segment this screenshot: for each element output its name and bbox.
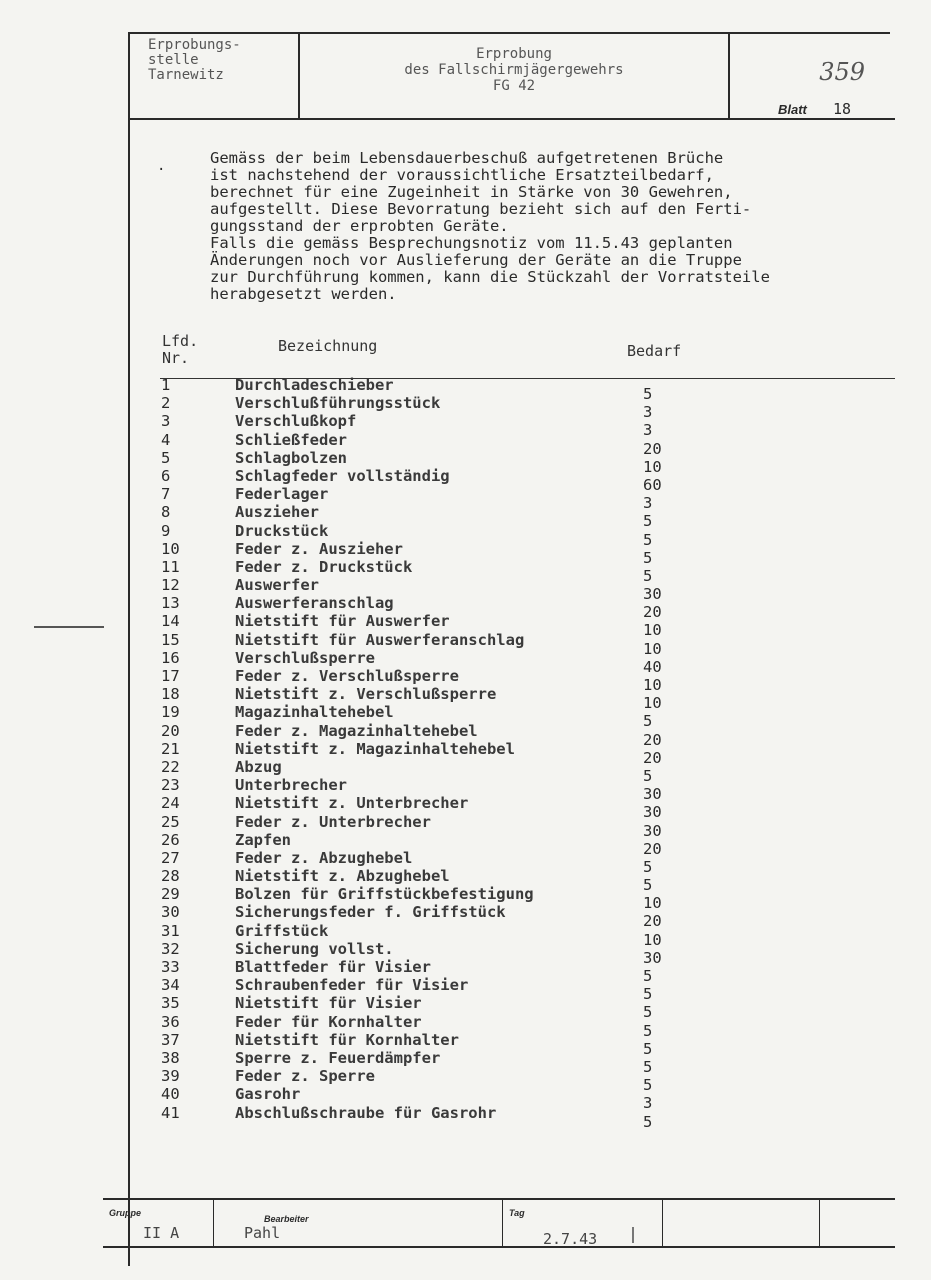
row-bedarf: 5 — [643, 1003, 653, 1022]
row-bezeichnung: Nietstift für Visier — [235, 994, 422, 1013]
row-bezeichnung: Nietstift z. Verschlußsperre — [235, 685, 497, 704]
row-bedarf: 10 — [643, 894, 662, 913]
row-bezeichnung: Nietstift z. Abzughebel — [235, 867, 450, 886]
row-nr: 28 — [161, 867, 180, 886]
gruppe-label: Gruppe — [109, 1208, 142, 1218]
table-row — [155, 958, 715, 985]
table-row — [155, 376, 715, 403]
row-nr: 38 — [161, 1048, 180, 1067]
row-bezeichnung: Feder z. Magazinhaltehebel — [235, 721, 478, 740]
row-nr: 11 — [161, 557, 180, 576]
row-nr: 27 — [161, 848, 180, 867]
footer-empty-cell — [663, 1200, 820, 1246]
org-line: Erprobungs- — [148, 37, 241, 53]
row-bezeichnung: Abschlußschraube für Gasrohr — [235, 1103, 497, 1122]
row-bezeichnung: Schlagfeder vollständig — [235, 466, 450, 485]
title-line: Erprobung — [476, 46, 552, 62]
row-nr: 24 — [161, 794, 180, 813]
row-bedarf: 5 — [643, 766, 653, 785]
row-bezeichnung: Gasrohr — [235, 1085, 301, 1104]
row-bedarf: 5 — [643, 1112, 653, 1131]
row-nr: 2 — [161, 394, 171, 413]
row-nr: 10 — [161, 539, 180, 558]
row-nr: 5 — [161, 448, 171, 467]
row-nr: 39 — [161, 1067, 180, 1086]
row-bezeichnung: Magazinhaltehebel — [235, 703, 394, 722]
row-bezeichnung: Auswerferanschlag — [235, 594, 394, 613]
row-bedarf: 30 — [643, 803, 662, 822]
row-bedarf: 5 — [643, 876, 653, 895]
row-bedarf: 5 — [643, 1057, 653, 1076]
row-bedarf: 3 — [643, 494, 653, 513]
row-nr: 13 — [161, 594, 180, 613]
row-bedarf: 5 — [643, 1039, 653, 1058]
row-bezeichnung: Auszieher — [235, 503, 319, 522]
row-bezeichnung: Nietstift für Kornhalter — [235, 1030, 459, 1049]
blatt-label: Blatt — [778, 102, 807, 117]
row-nr: 18 — [161, 685, 180, 704]
row-bezeichnung: Feder z. Abzughebel — [235, 848, 413, 867]
table-row — [155, 1048, 715, 1076]
footer-tick-mark — [632, 1227, 634, 1243]
parts-table — [155, 376, 715, 1131]
row-bedarf: 3 — [643, 421, 653, 440]
row-nr: 17 — [161, 667, 180, 685]
row-bezeichnung: Federlager — [235, 485, 329, 504]
gruppe-value: II A — [143, 1224, 180, 1242]
bearbeiter-value: Pahl — [244, 1224, 281, 1242]
row-bezeichnung: Durchladeschieber — [235, 376, 394, 394]
row-nr: 16 — [161, 648, 180, 667]
row-bezeichnung: Unterbrecher — [235, 776, 347, 795]
row-bezeichnung: Abzug — [235, 757, 282, 776]
row-bedarf: 5 — [643, 857, 653, 876]
table-row — [155, 557, 715, 585]
row-nr: 22 — [161, 757, 180, 776]
row-bezeichnung: Verschlußsperre — [235, 648, 375, 667]
blatt-value: 18 — [833, 100, 852, 118]
row-bezeichnung: Sperre z. Feuerdämpfer — [235, 1048, 441, 1067]
margin-mark — [34, 626, 104, 628]
row-bedarf: 5 — [643, 548, 653, 567]
row-nr: 36 — [161, 1012, 180, 1031]
row-bedarf: 3 — [643, 1094, 653, 1113]
row-bedarf: 5 — [643, 712, 653, 731]
row-bedarf: 10 — [643, 639, 662, 658]
row-nr: 32 — [161, 939, 180, 958]
row-bezeichnung: Feder z. Sperre — [235, 1067, 375, 1086]
row-bezeichnung: Feder z. Auszieher — [235, 539, 403, 558]
row-bezeichnung: Nietstift z. Unterbrecher — [235, 794, 469, 813]
intro-bullet: . — [157, 158, 166, 174]
header-page-info — [730, 34, 895, 120]
row-bezeichnung: Sicherungsfeder f. Griffstück — [235, 903, 506, 922]
row-nr: 29 — [161, 885, 180, 904]
page-number: 359 — [819, 58, 865, 86]
row-bezeichnung: Feder für Kornhalter — [235, 1012, 422, 1031]
row-bedarf: 40 — [643, 657, 662, 676]
row-bezeichnung: Schlagbolzen — [235, 448, 347, 467]
row-bedarf: 10 — [643, 676, 662, 694]
row-nr: 37 — [161, 1030, 180, 1049]
row-bedarf: 10 — [643, 621, 662, 640]
row-nr: 40 — [161, 1085, 180, 1104]
tag-label: Tag — [509, 1208, 525, 1218]
row-bedarf: 5 — [643, 1021, 653, 1040]
row-bedarf: 10 — [643, 694, 662, 713]
row-bedarf: 3 — [643, 403, 653, 422]
row-bedarf: 5 — [643, 385, 653, 403]
row-nr: 1 — [161, 376, 171, 394]
row-nr: 21 — [161, 739, 180, 758]
footer-bearbeiter — [214, 1200, 503, 1246]
row-bedarf: 20 — [643, 439, 662, 458]
row-bedarf: 5 — [643, 985, 653, 1004]
row-nr: 14 — [161, 612, 180, 631]
column-header-bedarf: Bedarf — [627, 342, 682, 360]
row-bedarf: 30 — [643, 821, 662, 840]
row-bezeichnung: Blattfeder für Visier — [235, 958, 431, 976]
row-nr: 12 — [161, 576, 180, 595]
row-bezeichnung: Auswerfer — [235, 576, 319, 595]
title-line: des Fallschirmjägergewehrs — [404, 62, 624, 78]
row-nr: 6 — [161, 466, 171, 485]
row-bezeichnung: Nietstift z. Magazinhaltehebel — [235, 739, 515, 758]
row-bedarf: 5 — [643, 967, 653, 985]
row-nr: 41 — [161, 1103, 180, 1122]
row-bezeichnung: Druckstück — [235, 521, 329, 540]
row-bezeichnung: Sicherung vollst. — [235, 939, 394, 958]
row-nr: 4 — [161, 430, 171, 449]
row-nr: 23 — [161, 776, 180, 795]
row-bezeichnung: Zapfen — [235, 830, 291, 849]
tag-value: 2.7.43 — [543, 1230, 598, 1248]
row-nr: 33 — [161, 958, 180, 976]
row-nr: 25 — [161, 812, 180, 831]
row-bezeichnung: Nietstift für Auswerfer — [235, 612, 450, 631]
row-bedarf: 60 — [643, 475, 662, 494]
row-bedarf: 5 — [643, 566, 653, 585]
column-header-bezeichnung: Bezeichnung — [278, 337, 378, 355]
row-bezeichnung: Feder z. Druckstück — [235, 557, 413, 576]
row-bedarf: 20 — [643, 748, 662, 767]
table-row — [155, 667, 715, 694]
org-line: Tarnewitz — [148, 67, 224, 83]
row-bedarf: 20 — [643, 730, 662, 749]
row-nr: 3 — [161, 412, 171, 431]
row-nr: 30 — [161, 903, 180, 922]
row-bezeichnung: Verschlußkopf — [235, 412, 357, 431]
bearbeiter-label: Bearbeiter — [264, 1214, 309, 1224]
row-bedarf: 20 — [643, 912, 662, 931]
header-organization — [130, 34, 300, 120]
row-nr: 15 — [161, 630, 180, 649]
title-line: FG 42 — [492, 78, 536, 94]
row-bedarf: 30 — [643, 785, 662, 804]
row-nr: 26 — [161, 830, 180, 849]
row-bedarf: 10 — [643, 457, 662, 476]
row-bezeichnung: Schraubenfeder für Visier — [235, 976, 469, 995]
row-bezeichnung: Feder z. Verschlußsperre — [235, 667, 459, 685]
footer-gruppe — [103, 1200, 214, 1246]
row-bezeichnung: Nietstift für Auswerferanschlag — [235, 630, 525, 649]
row-bezeichnung: Feder z. Unterbrecher — [235, 812, 431, 831]
row-bezeichnung: Bolzen für Griffstückbefestigung — [235, 885, 534, 904]
column-header-nr: Lfd. Nr. — [162, 332, 199, 367]
header-title — [300, 34, 730, 120]
row-nr: 19 — [161, 703, 180, 722]
row-bezeichnung: Verschlußführungsstück — [235, 394, 441, 413]
header-divider — [130, 118, 895, 120]
row-bedarf: 30 — [643, 585, 662, 604]
row-bedarf: 10 — [643, 930, 662, 949]
row-nr: 8 — [161, 503, 171, 522]
row-bedarf: 20 — [643, 603, 662, 622]
table-row — [155, 1103, 715, 1131]
row-bezeichnung: Griffstück — [235, 921, 329, 940]
row-nr: 34 — [161, 976, 180, 995]
org-line: stelle — [148, 52, 199, 68]
intro-paragraph: Gemäss der beim Lebensdauerbeschuß aufgetretenen Brüche ist nachstehend der voraussichtliche Ersatzteilbedarf, berechnet für eine Zugeinheit in Stärke von 30 Gewehren, aufgestellt. Diese Bevorratung bezieht sich auf den Ferti- gungsstand der erprobten Geräte. Falls die gemäss Besprechungsnotiz vom 11.5.43 geplanten Änderungen noch vor Auslieferung der Geräte an die Truppe zur Durchführung kommen, kann die Stückzahl der Vorratsteile herabgesetzt werden. — [210, 149, 770, 303]
row-nr: 9 — [161, 521, 171, 540]
row-nr: 20 — [161, 721, 180, 740]
row-bedarf: 5 — [643, 512, 653, 531]
row-nr: 35 — [161, 994, 180, 1013]
row-bezeichnung: Schließfeder — [235, 430, 347, 449]
row-nr: 31 — [161, 921, 180, 940]
row-bedarf: 5 — [643, 1076, 653, 1095]
footer-tag — [503, 1200, 663, 1246]
row-bedarf: 20 — [643, 839, 662, 858]
row-bedarf: 30 — [643, 948, 662, 967]
footer — [103, 1198, 895, 1248]
row-bedarf: 5 — [643, 530, 653, 549]
row-nr: 7 — [161, 485, 171, 504]
